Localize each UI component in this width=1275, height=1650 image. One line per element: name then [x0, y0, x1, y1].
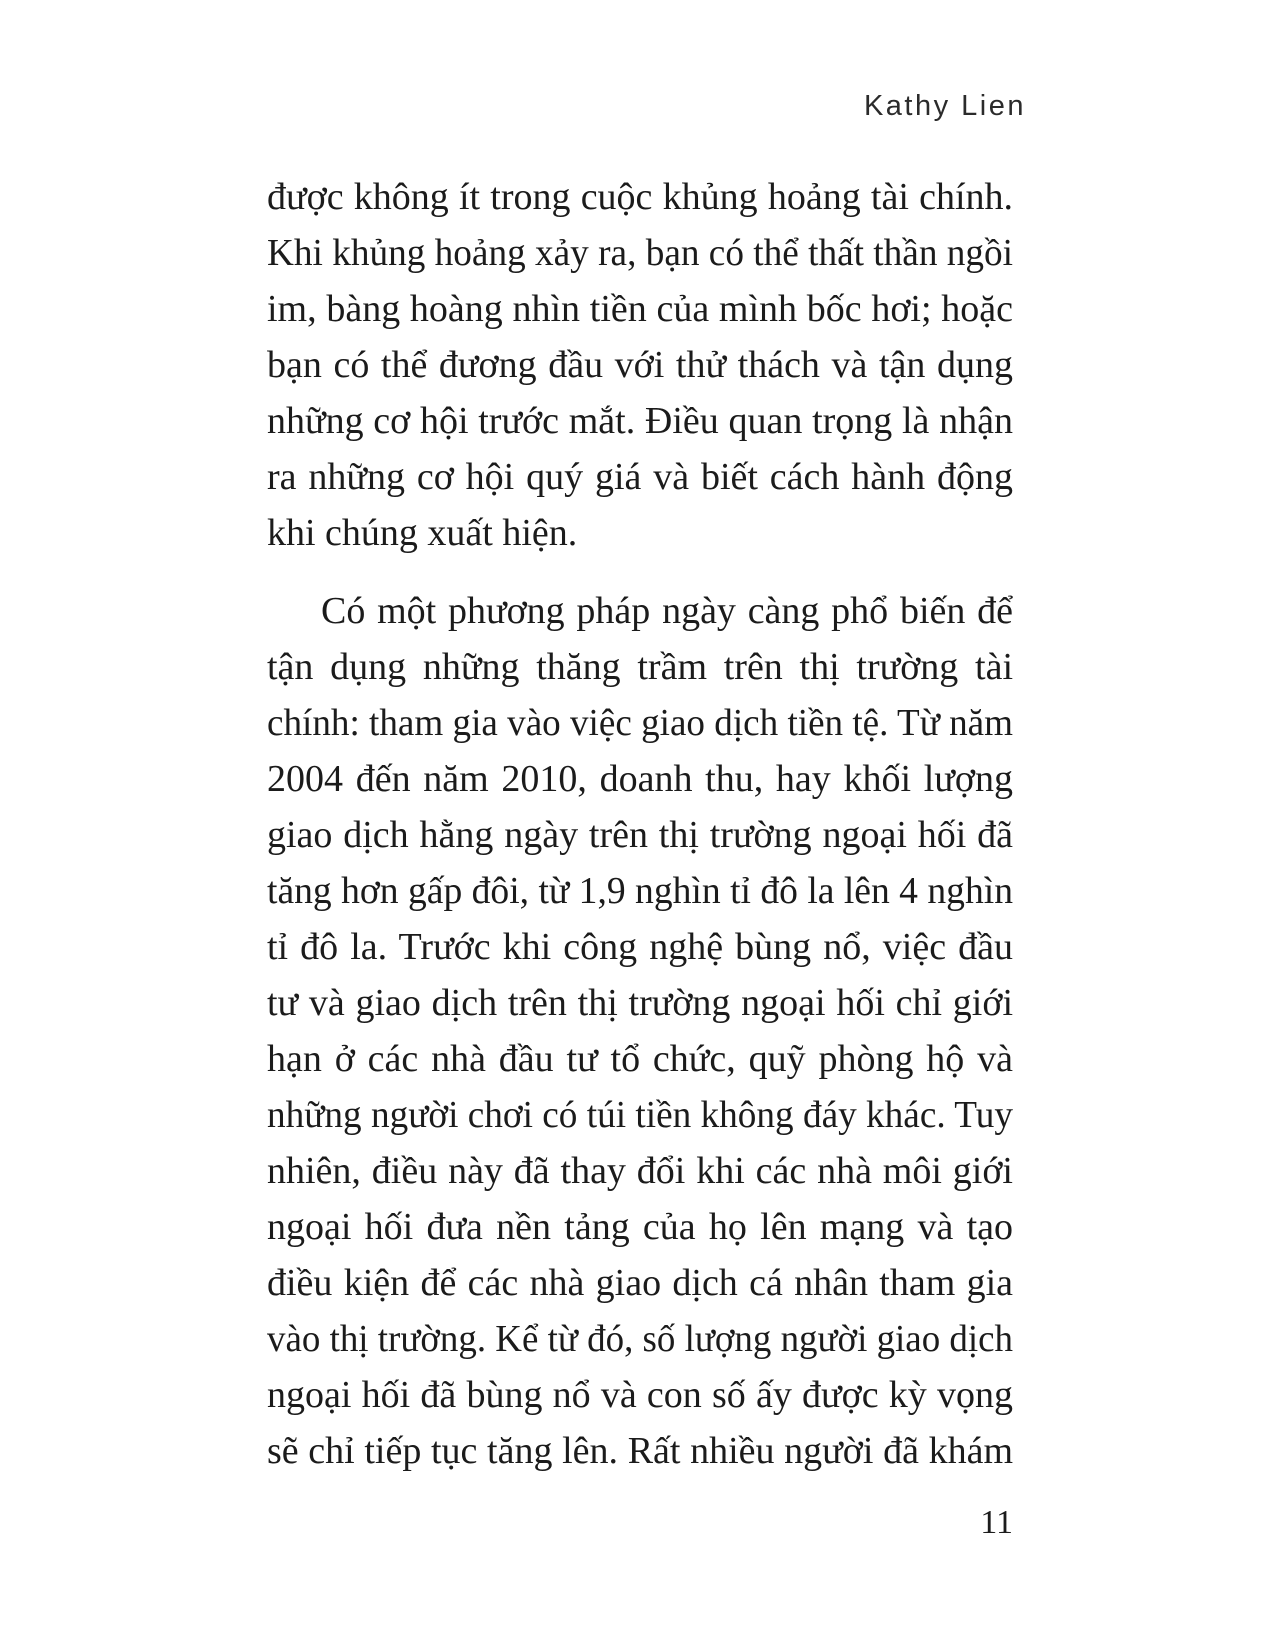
text-line: khi chúng xuất hiện. — [267, 512, 578, 554]
text-line: chính: tham gia vào việc giao dịch tiền tệ. Từ năm — [267, 702, 1013, 744]
text-line: sẽ chỉ tiếp tục tăng lên. Rất nhiều người đã khám — [267, 1430, 1013, 1472]
text-line: hạn ở các nhà đầu tư tổ chức, quỹ phòng hộ và — [267, 1038, 1013, 1080]
text-line: tư và giao dịch trên thị trường ngoại hối chỉ giới — [267, 982, 1013, 1024]
text-line: tận dụng những thăng trầm trên thị trường tài — [267, 646, 1013, 688]
text-line: vào thị trường. Kể từ đó, số lượng người giao dịch — [267, 1318, 1013, 1360]
page-number: 11 — [980, 1504, 1013, 1541]
text-line: điều kiện để các nhà giao dịch cá nhân tham gia — [267, 1262, 1013, 1304]
running-header-author: Kathy Lien — [863, 90, 1026, 122]
text-line: Có một phương pháp ngày càng phổ biến để — [321, 590, 1013, 632]
body-text — [267, 169, 1013, 1479]
text-line: ngoại hối đã bùng nổ và con số ấy được kỳ vọng — [267, 1374, 1013, 1416]
paragraph — [267, 169, 1013, 561]
text-line: bạn có thể đương đầu với thử thách và tận dụng — [267, 344, 1013, 386]
text-line: tăng hơn gấp đôi, từ 1,9 nghìn tỉ đô la lên 4 nghìn — [267, 870, 1013, 912]
text-line: nhiên, điều này đã thay đổi khi các nhà môi giới — [267, 1150, 1013, 1192]
text-line: Khi khủng hoảng xảy ra, bạn có thể thất thần ngồi — [267, 232, 1013, 274]
text-line: ra những cơ hội quý giá và biết cách hành động — [267, 456, 1013, 498]
text-line: ngoại hối đưa nền tảng của họ lên mạng và tạo — [267, 1206, 1013, 1248]
text-line: được không ít trong cuộc khủng hoảng tài chính. — [267, 176, 1013, 218]
text-line: những cơ hội trước mắt. Điều quan trọng là nhận — [267, 400, 1013, 442]
text-line: 2004 đến năm 2010, doanh thu, hay khối lượng — [267, 758, 1013, 800]
text-line: tỉ đô la. Trước khi công nghệ bùng nổ, việc đầu — [267, 926, 1013, 968]
paragraph — [267, 583, 1013, 1479]
text-line: giao dịch hằng ngày trên thị trường ngoại hối đã — [267, 814, 1013, 856]
text-line: những người chơi có túi tiền không đáy khác. Tuy — [267, 1094, 1013, 1136]
text-line: im, bàng hoàng nhìn tiền của mình bốc hơi; hoặc — [267, 288, 1013, 330]
